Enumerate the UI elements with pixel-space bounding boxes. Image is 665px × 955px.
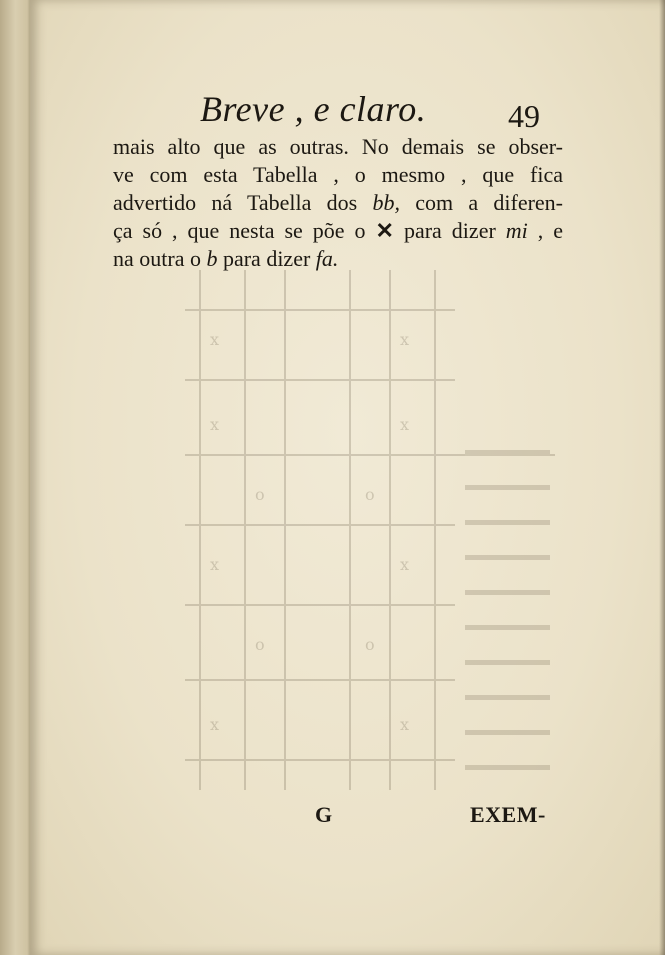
book-spine-left-page xyxy=(0,0,34,955)
text-line-5: na outra o b para dizer fa. xyxy=(113,246,339,271)
svg-text:x: x xyxy=(400,555,410,574)
text-line-3: advertido ná Tabella dos bb, com a diferen- xyxy=(113,190,564,215)
svg-text:o: o xyxy=(365,635,375,654)
running-title: Breve , e claro. xyxy=(200,89,427,129)
svg-text:o: o xyxy=(255,485,265,504)
text-line-2: ve com esta Tabella , o mesmo , que fica xyxy=(113,162,563,187)
page-edge-shadow xyxy=(659,0,665,955)
text-line-4: ça só , que nesta se põe o ✕ para dizer mi , e xyxy=(113,218,564,243)
svg-text:x: x xyxy=(210,330,220,349)
svg-text:o: o xyxy=(365,485,375,504)
text-line-1: mais alto que as outras. No demais se obser- xyxy=(113,134,563,159)
show-through-table-icon xyxy=(185,270,555,800)
page-number: 49 xyxy=(508,98,540,134)
body-paragraph xyxy=(113,133,563,273)
svg-text:x: x xyxy=(400,415,410,434)
svg-text:x: x xyxy=(210,415,220,434)
svg-text:x: x xyxy=(400,330,410,349)
svg-text:x: x xyxy=(400,715,410,734)
sharp-sign-icon: ✕ xyxy=(375,218,394,243)
signature-mark: G xyxy=(315,802,333,827)
catchword: EXEM- xyxy=(470,802,546,827)
svg-text:x: x xyxy=(210,715,220,734)
svg-text:x: x xyxy=(210,555,220,574)
svg-text:o: o xyxy=(255,635,265,654)
